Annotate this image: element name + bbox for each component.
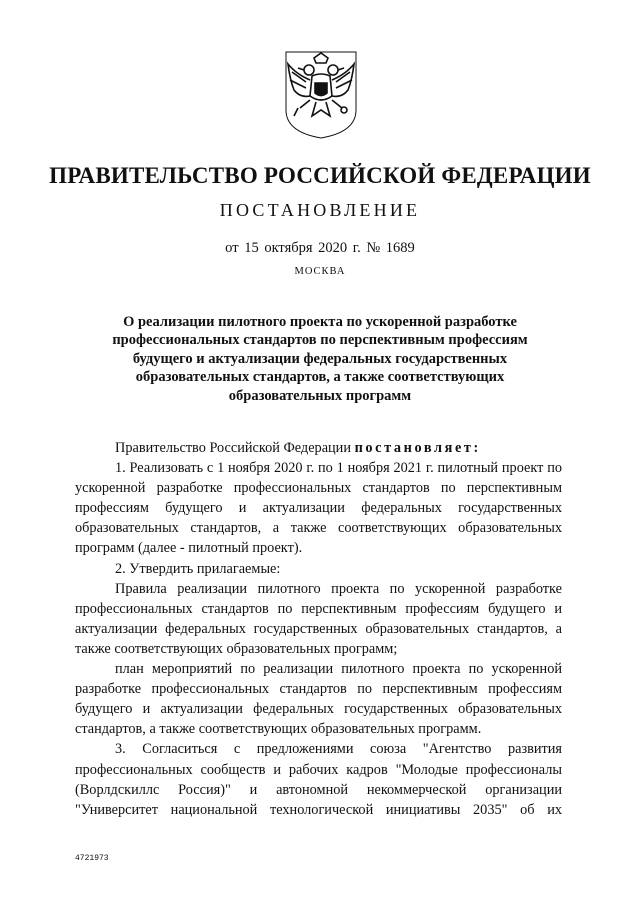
document-code: 4721973 [75, 854, 109, 863]
paragraph-2: 2. Утвердить прилагаемые: [115, 560, 281, 577]
intro-paragraph [75, 438, 562, 458]
document-date-number: от 15 октября 2020 г. № 1689 [225, 240, 415, 256]
paragraph-2-rules: Правила реализации пилотного проекта по ускоренной разработке профессиональных стандартов по перспективным профессиям будущего и актуализации федеральных государственных образовательных стандартов, а также соответствующих образовательных программ; [75, 580, 562, 657]
document-subject: О реализации пилотного проекта по ускоренной разработке профессиональных стандартов по перспективным профессиям будущего и актуализации федеральных государственных образовательных стандартов, а также соответствующих образовательных программ [112, 314, 528, 404]
document-body [75, 438, 562, 820]
intro-text: Правительство Российской Федерации [115, 440, 355, 456]
paragraph-1: 1. Реализовать с 1 ноября 2020 г. по 1 ноября 2021 г. пилотный проект по ускоренной разработке профессиональных стандартов по перспективным профессиям будущего и актуализации федеральных государственных образовательных стандартов, а также соответствующих образовательных программ (далее - пилотный проект). [75, 460, 562, 557]
document-city: МОСКВА [294, 266, 346, 277]
paragraph-3: 3. Согласиться с предложениями союза "Агентство развития профессиональных сообществ и рабочих кадров "Молодые профессионалы (Ворлдскиллс Россия)" и автономной некоммерческой организации "Университет национальной технологической инициативы 2035" об их [75, 741, 562, 818]
government-title: ПРАВИТЕЛЬСТВО РОССИЙСКОЙ ФЕДЕРАЦИИ [49, 163, 591, 188]
document-type: ПОСТАНОВЛЕНИЕ [219, 200, 421, 220]
decree-word: постановляет: [354, 440, 481, 456]
coat-of-arms-emblem [276, 50, 366, 140]
paragraph-2-plan: план мероприятий по реализации пилотного проекта по ускоренной разработке профессиональных стандартов по перспективным профессиям будущего и актуализации федеральных государственных образовательных стандартов, а также соответствующих образовательных программ. [75, 661, 562, 738]
